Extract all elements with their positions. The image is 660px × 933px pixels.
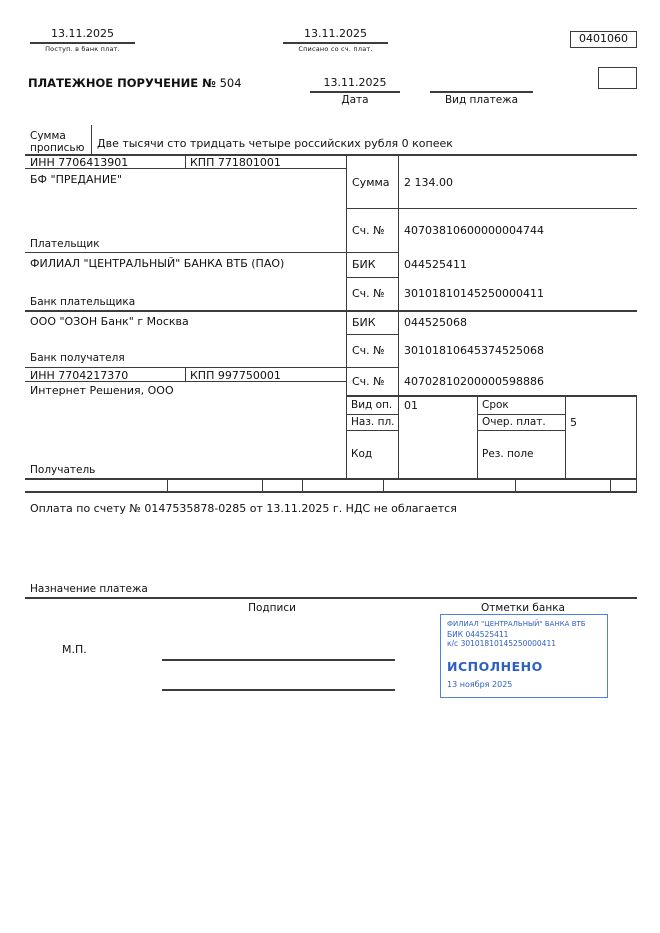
signatures-caption: Подписи (248, 602, 296, 614)
bank-stamp (440, 614, 608, 698)
strip-vline (262, 478, 263, 493)
op-type-value: 01 (404, 399, 418, 412)
payer-bank-bik: 044525411 (404, 258, 467, 271)
amount-words-divider (91, 125, 92, 154)
payer-account: 40703810600000004744 (404, 224, 544, 237)
bank-marks-caption: Отметки банка (481, 602, 565, 614)
doc-title-row (28, 77, 242, 90)
table-line (346, 430, 398, 431)
table-line (346, 414, 398, 415)
doc-title: ПЛАТЕЖНОЕ ПОРУЧЕНИЕ № (28, 76, 216, 90)
amount-value: 2 134.00 (404, 176, 453, 189)
table-vline (346, 154, 347, 478)
payee-bank-caption: Банк получателя (30, 352, 125, 364)
table-vline (398, 154, 399, 478)
term-label: Срок (482, 399, 509, 411)
form-code: 0401060 (579, 32, 628, 45)
signature-line-1 (162, 659, 395, 661)
amount-words-label-2: прописью (30, 142, 85, 154)
table-line (25, 367, 398, 368)
payee-name: Интернет Решения, ООО (30, 384, 174, 397)
strip-vline (515, 478, 516, 493)
payer-bank-name: ФИЛИАЛ "ЦЕНТРАЛЬНЫЙ" БАНКА ВТБ (ПАО) (30, 257, 285, 270)
table-vline (477, 395, 478, 478)
code-label: Код (351, 448, 373, 460)
payee-account-label: Сч. № (352, 375, 385, 388)
payment-type-caption: Вид платежа (444, 94, 519, 106)
payer-bank-corr: 30101810145250000411 (404, 287, 544, 300)
stamp-bank-name: ФИЛИАЛ "ЦЕНТРАЛЬНЫЙ" БАНКА ВТБ (447, 620, 586, 628)
payee-bank-name: ООО "ОЗОН Банк" г Москва (30, 315, 189, 328)
payment-type-box (598, 67, 637, 89)
table-line (25, 310, 637, 312)
payer-account-label: Сч. № (352, 224, 385, 237)
payer-caption: Плательщик (30, 238, 100, 250)
op-type-label: Вид оп. (351, 399, 393, 411)
date-debited: 13.11.2025 (304, 27, 367, 40)
strip-vline (383, 478, 384, 493)
table-line (25, 491, 637, 493)
payee-bank-corr-label: Сч. № (352, 344, 385, 357)
table-line (25, 252, 398, 253)
stamp-corr: к/с 30101810145250000411 (447, 639, 556, 648)
payer-inn: ИНН 7706413901 (30, 156, 129, 169)
date-received: 13.11.2025 (51, 27, 114, 40)
payee-bank-bik: 044525068 (404, 316, 467, 329)
date-debited-caption: Списано со сч. плат. (298, 45, 373, 53)
payer-name: БФ "ПРЕДАНИЕ" (30, 173, 123, 186)
payee-caption: Получатель (30, 464, 96, 476)
amount-label: Сумма (352, 176, 390, 189)
strip-vline (610, 478, 611, 493)
table-line (346, 395, 637, 397)
priority-value: 5 (570, 416, 577, 429)
table-line (25, 478, 637, 480)
payer-bank-corr-label: Сч. № (352, 287, 385, 300)
doc-date: 13.11.2025 (323, 76, 387, 89)
table-vline (185, 367, 186, 381)
date-received-underline (30, 42, 135, 44)
payee-bank-corr: 30101810645374525068 (404, 344, 544, 357)
purpose-text: Оплата по счету № 0147535878-0285 от 13.11.2025 г. НДС не облагается (30, 502, 457, 515)
table-line (346, 208, 637, 209)
payee-inn: ИНН 7704217370 (30, 369, 129, 382)
date-debited-underline (283, 42, 388, 44)
payer-bank-caption: Банк плательщика (30, 296, 136, 308)
strip-vline (167, 478, 168, 493)
table-line (346, 334, 398, 335)
table-vline (565, 395, 566, 478)
purpose-caption: Назначение платежа (30, 583, 148, 595)
doc-date-underline (310, 91, 400, 93)
table-vline (185, 154, 186, 168)
amount-words: Две тысячи сто тридцать четыре российских рубля 0 копеек (97, 137, 453, 150)
table-line (346, 277, 398, 278)
signature-line-2 (162, 689, 395, 691)
stamp-date: 13 ноября 2025 (447, 680, 513, 689)
payee-bank-bik-label: БИК (352, 316, 376, 329)
priority-label: Очер. плат. (482, 416, 546, 428)
stamp-status: ИСПОЛНЕНО (447, 659, 543, 674)
date-caption: Дата (341, 94, 369, 106)
form-code-box (570, 31, 637, 48)
reserve-label: Рез. поле (482, 448, 534, 460)
table-line (477, 414, 565, 415)
amount-words-label-1: Сумма (30, 130, 66, 142)
doc-number: 504 (219, 76, 242, 90)
payee-kpp: КПП 997750001 (190, 369, 281, 382)
payment-type-underline (430, 91, 533, 93)
date-received-caption: Поступ. в банк плат. (45, 45, 120, 53)
table-line (477, 430, 565, 431)
pay-basis-label: Наз. пл. (351, 416, 395, 428)
strip-vline (302, 478, 303, 493)
payer-bank-bik-label: БИК (352, 258, 376, 271)
mp-label: М.П. (62, 643, 87, 656)
payer-kpp: КПП 771801001 (190, 156, 281, 169)
purpose-underline (25, 597, 637, 599)
stamp-bik: БИК 044525411 (447, 630, 509, 639)
table-vline (636, 395, 637, 493)
payee-account: 40702810200000598886 (404, 375, 544, 388)
